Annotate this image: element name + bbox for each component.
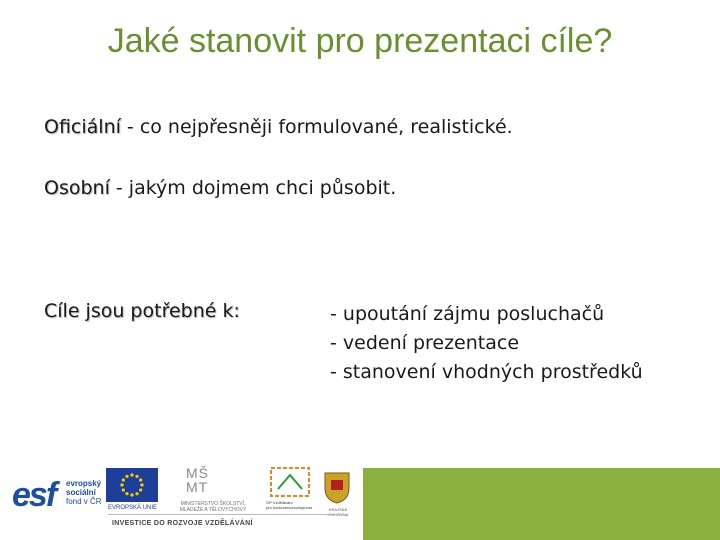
msmt-logo	[186, 466, 209, 494]
needs-item: - vedení prezentace	[330, 332, 520, 354]
esf-logo: esf	[12, 476, 56, 514]
msmt-caption-line: MLÁDEŽE A TĚLOVÝCHOVY	[179, 507, 247, 513]
op-caption-line: OP Vzdělávání	[266, 500, 293, 505]
eu-flag-icon	[106, 468, 158, 502]
needs-item: - upoutání zájmu posluchačů	[330, 303, 605, 325]
term-official: Oficiální	[44, 116, 121, 138]
needs-label: Cíle jsou potřebné k:	[44, 300, 240, 322]
needs-item: - stanovení vhodných prostředků	[330, 361, 643, 383]
crest-caption-line: KRAJSKÁ	[328, 507, 348, 512]
needs-list	[330, 300, 643, 387]
op-logo-icon	[270, 467, 310, 497]
crest-icon	[322, 470, 352, 504]
msmt-logo-line: MŠ	[186, 465, 209, 481]
line-official	[44, 116, 513, 138]
official-text: - co nejpřesněji formulované, realistické.	[120, 116, 513, 138]
investice-caption: INVESTICE DO ROZVOJE VZDĚLÁVÁNÍ	[112, 520, 253, 527]
esf-caption	[66, 479, 102, 506]
slide-title: Jaké stanovit pro prezentaci cíle?	[107, 22, 613, 60]
footer-green-bar	[363, 468, 720, 540]
footer-divider	[108, 514, 348, 515]
op-caption	[266, 500, 318, 510]
esf-caption-line: fond v ČR	[66, 497, 102, 506]
msmt-caption-line: MINISTERSTVO ŠKOLSTVÍ,	[180, 501, 246, 507]
esf-caption-line: sociální	[66, 488, 96, 497]
msmt-caption	[172, 501, 254, 513]
line-personal	[44, 177, 396, 199]
op-caption-line: pro konkurenceschopnost	[266, 505, 312, 510]
personal-text: - jakým dojmem chci působit.	[109, 177, 397, 199]
msmt-logo-line: MT	[186, 479, 209, 495]
esf-caption-line: evropský	[66, 479, 102, 488]
eu-label: EVROPSKÁ UNIE	[108, 505, 158, 511]
term-personal: Osobní	[44, 177, 110, 199]
crest-caption	[322, 507, 354, 517]
